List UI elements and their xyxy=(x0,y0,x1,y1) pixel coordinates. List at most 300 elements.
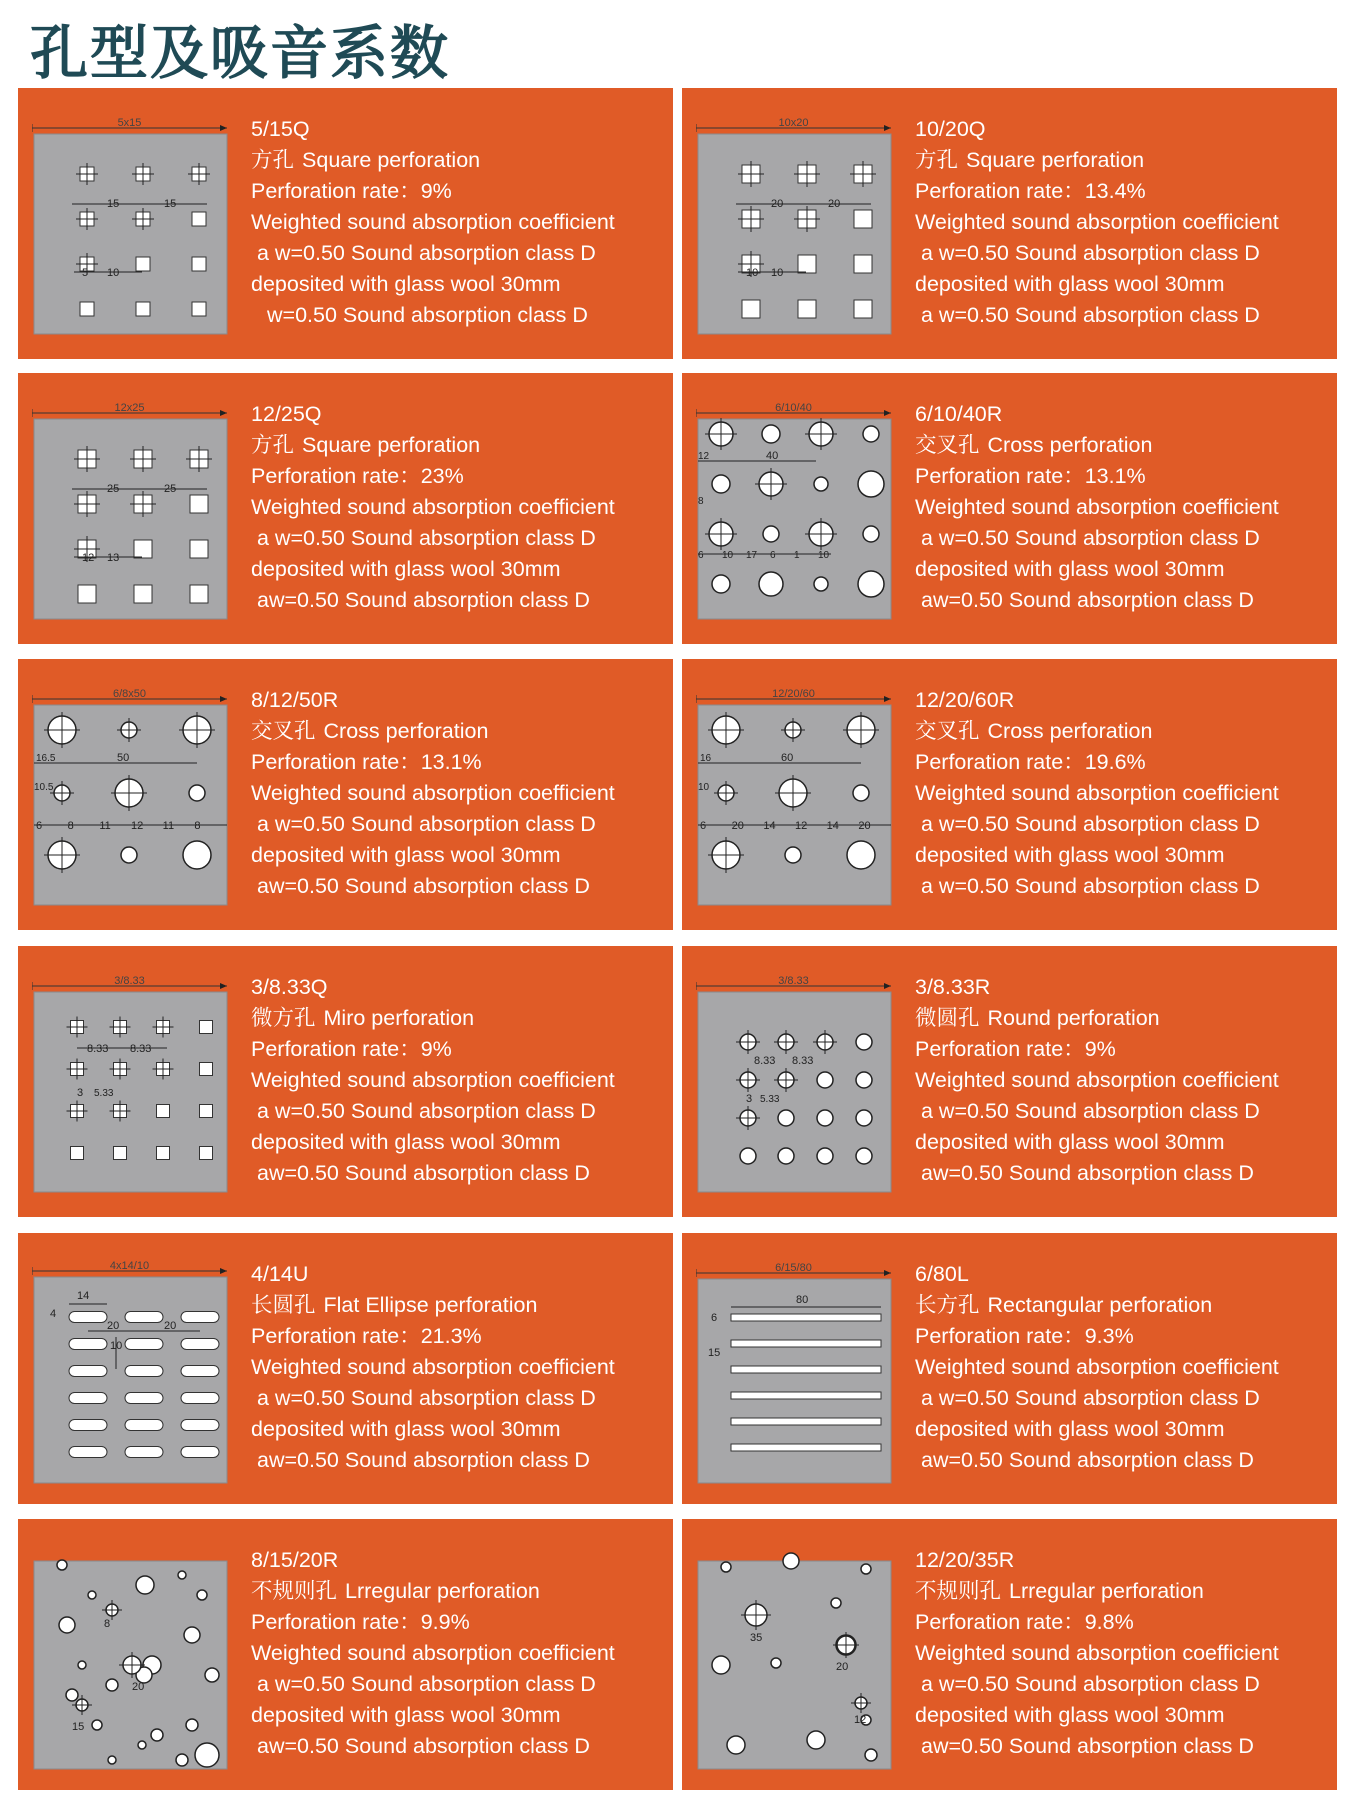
round-hole xyxy=(783,1553,799,1569)
dimension-label: 80 xyxy=(796,1294,809,1306)
square-hole xyxy=(742,300,760,318)
rate-value: 9% xyxy=(420,1037,452,1061)
perforation-rate xyxy=(915,747,1325,778)
square-hole xyxy=(798,255,816,273)
dimension-label: 3/8.33 xyxy=(778,975,809,987)
dimension-label: 20 xyxy=(731,820,744,832)
absorption-class-glass: a w=0.50 Sound absorption class D xyxy=(921,303,1260,327)
perforation-specs xyxy=(251,972,661,1189)
glass-wool-label: deposited with glass wool 30mm xyxy=(915,557,1225,581)
perforation-card xyxy=(18,373,673,644)
absorption-class: a w=0.50 Sound absorption class D xyxy=(921,1099,1260,1123)
rate-value: 13.1% xyxy=(420,750,482,774)
square-hole xyxy=(854,210,872,228)
perforation-diagram xyxy=(696,399,906,627)
perforation-diagram-svg xyxy=(32,972,242,1200)
perforation-code: 12/20/35R xyxy=(915,1548,1015,1572)
perforation-code: 4/14U xyxy=(251,1262,309,1286)
perforation-type xyxy=(915,1003,1325,1034)
round-hole xyxy=(865,1749,877,1761)
rate-label: Perforation rate： xyxy=(915,1610,1085,1634)
absorption-class-glass: aw=0.50 Sound absorption class D xyxy=(257,1161,590,1185)
perforation-type xyxy=(915,1290,1325,1321)
type-cn: 方孔 xyxy=(915,148,959,172)
perforation-type xyxy=(915,145,1325,176)
slot-hole xyxy=(125,1393,163,1404)
dimension-label: 12/20/60 xyxy=(772,688,815,700)
square-hole xyxy=(190,540,208,558)
perforation-code: 3/8.33R xyxy=(915,975,991,999)
square-hole xyxy=(157,1105,170,1118)
square-hole xyxy=(192,257,206,271)
square-hole xyxy=(134,540,152,558)
absorption-class: a w=0.50 Sound absorption class D xyxy=(257,526,596,550)
type-cn: 微方孔 xyxy=(251,1006,316,1030)
dimension-label: 8 xyxy=(194,820,201,832)
dimension-label: 6/10/40 xyxy=(775,402,812,414)
perforation-diagram xyxy=(696,1545,906,1773)
dimension-label: 10.5 xyxy=(34,782,54,793)
type-en: Miro perforation xyxy=(323,1006,475,1030)
dimension-label: 5 xyxy=(82,267,89,279)
perforation-specs xyxy=(915,1259,1325,1476)
dimension-label: 4x14/10 xyxy=(109,1260,150,1272)
absorption-class: a w=0.50 Sound absorption class D xyxy=(921,1386,1260,1410)
dimension-label: 5x15 xyxy=(117,117,142,129)
perforation-rate xyxy=(251,461,661,492)
dimension-label: 12 xyxy=(854,1714,867,1726)
round-hole xyxy=(712,1656,730,1674)
rate-value: 9.3% xyxy=(1084,1324,1134,1348)
perforation-rate xyxy=(251,1321,661,1352)
absorption-class-glass: aw=0.50 Sound absorption class D xyxy=(257,874,590,898)
square-hole xyxy=(798,300,816,318)
dimension-label: 25 xyxy=(107,483,120,495)
round-hole xyxy=(759,572,783,596)
perforation-specs xyxy=(915,972,1325,1189)
square-hole xyxy=(190,585,208,603)
glass-wool-label: deposited with glass wool 30mm xyxy=(251,843,561,867)
rect-hole xyxy=(731,1340,881,1347)
round-hole xyxy=(178,1571,186,1579)
perforation-card xyxy=(682,1519,1337,1790)
round-hole xyxy=(817,1072,833,1088)
round-hole xyxy=(189,785,205,801)
weighted-label: Weighted sound absorption coefficient xyxy=(251,1068,615,1092)
dimension-label: 16.5 xyxy=(36,753,56,764)
square-hole xyxy=(71,1147,84,1160)
round-hole xyxy=(66,1689,78,1701)
type-en: Cross perforation xyxy=(323,719,489,743)
square-hole xyxy=(854,255,872,273)
round-hole xyxy=(138,1741,146,1749)
type-cn: 长方孔 xyxy=(915,1293,980,1317)
absorption-class-glass: aw=0.50 Sound absorption class D xyxy=(921,1734,1254,1758)
type-en: Flat Ellipse perforation xyxy=(323,1293,538,1317)
perforation-card xyxy=(682,1233,1337,1504)
round-hole xyxy=(817,1110,833,1126)
absorption-class-glass: a w=0.50 Sound absorption class D xyxy=(921,874,1260,898)
rate-value: 23% xyxy=(420,464,464,488)
dimension-label: 12 xyxy=(698,451,710,462)
dimension-label: 6 xyxy=(770,550,776,561)
rate-label: Perforation rate： xyxy=(915,750,1085,774)
absorption-class-glass: aw=0.50 Sound absorption class D xyxy=(257,1734,590,1758)
perforation-card xyxy=(682,373,1337,644)
type-cn: 不规则孔 xyxy=(915,1579,1002,1603)
type-en: Square perforation xyxy=(302,433,481,457)
perforation-card xyxy=(18,88,673,359)
square-hole xyxy=(114,1147,127,1160)
type-en: Cross perforation xyxy=(987,719,1153,743)
slot-hole xyxy=(181,1366,219,1377)
round-hole xyxy=(762,425,780,443)
type-cn: 交叉孔 xyxy=(915,719,980,743)
perforation-code: 8/12/50R xyxy=(251,688,339,712)
arrow-icon xyxy=(220,410,227,416)
round-hole xyxy=(740,1148,756,1164)
dimension-label: 5.33 xyxy=(94,1088,114,1099)
dimension-label: 20 xyxy=(132,1681,145,1693)
weighted-label: Weighted sound absorption coefficient xyxy=(251,495,615,519)
round-hole xyxy=(778,1148,794,1164)
type-cn: 方孔 xyxy=(251,148,295,172)
weighted-label: Weighted sound absorption coefficient xyxy=(251,1641,615,1665)
perforation-diagram-svg xyxy=(696,114,906,342)
dimension-label: 6 xyxy=(711,1312,718,1324)
dimension-label: 20 xyxy=(164,1320,177,1332)
dimension-label: 3/8.33 xyxy=(114,975,145,987)
dimension-label: 15 xyxy=(107,198,120,210)
perforation-type xyxy=(251,430,661,461)
glass-wool-label: deposited with glass wool 30mm xyxy=(915,1130,1225,1154)
perforation-type xyxy=(915,716,1325,747)
round-hole xyxy=(727,1736,745,1754)
round-hole xyxy=(858,571,884,597)
type-cn: 方孔 xyxy=(251,433,295,457)
arrow-icon xyxy=(884,410,891,416)
slot-hole xyxy=(181,1420,219,1431)
dimension-label: 8 xyxy=(67,820,74,832)
perforation-rate xyxy=(915,1321,1325,1352)
type-en: Square perforation xyxy=(302,148,481,172)
perforation-specs xyxy=(915,1545,1325,1762)
type-cn: 交叉孔 xyxy=(251,719,316,743)
perforation-code: 3/8.33Q xyxy=(251,975,328,999)
dimension-label: 17 xyxy=(746,550,758,561)
dimension-label: 5.33 xyxy=(760,1094,780,1105)
type-en: Rectangular perforation xyxy=(987,1293,1213,1317)
square-hole xyxy=(136,302,150,316)
round-hole xyxy=(856,1110,872,1126)
weighted-label: Weighted sound absorption coefficient xyxy=(915,210,1279,234)
round-hole xyxy=(863,526,879,542)
perforation-specs xyxy=(915,114,1325,331)
square-hole xyxy=(192,302,206,316)
weighted-label: Weighted sound absorption coefficient xyxy=(251,210,615,234)
rate-value: 21.3% xyxy=(420,1324,482,1348)
perforated-panel xyxy=(698,1279,891,1483)
glass-wool-label: deposited with glass wool 30mm xyxy=(251,272,561,296)
type-en: Lrregular perforation xyxy=(345,1579,540,1603)
dimension-label: 20 xyxy=(771,198,784,210)
perforation-type xyxy=(251,145,661,176)
perforation-specs xyxy=(251,114,661,331)
dimension-label: 15 xyxy=(72,1721,85,1733)
type-cn: 长圆孔 xyxy=(251,1293,316,1317)
square-hole xyxy=(200,1063,213,1076)
dimension-label: 8.33 xyxy=(130,1043,152,1055)
slot-hole xyxy=(181,1393,219,1404)
round-hole xyxy=(136,1576,154,1594)
round-hole xyxy=(78,1661,86,1669)
dimension-label: 60 xyxy=(781,752,794,764)
perforation-specs xyxy=(915,685,1325,902)
dimension-label: 20 xyxy=(836,1661,849,1673)
round-hole xyxy=(183,841,211,869)
perforation-rate xyxy=(915,1607,1325,1638)
rate-value: 19.6% xyxy=(1084,750,1146,774)
round-hole xyxy=(831,1598,841,1608)
slot-hole xyxy=(69,1339,107,1350)
dimension-label: 10 xyxy=(722,550,734,561)
dimension-label: 3 xyxy=(77,1087,84,1099)
perforation-type xyxy=(915,430,1325,461)
absorption-class-glass: aw=0.50 Sound absorption class D xyxy=(921,1161,1254,1185)
round-hole xyxy=(151,1729,163,1741)
round-hole xyxy=(771,1658,781,1668)
round-hole xyxy=(763,526,779,542)
perforation-diagram xyxy=(32,972,242,1200)
dimension-label: 14 xyxy=(77,1290,90,1302)
square-hole xyxy=(136,257,150,271)
dimension-label: 3 xyxy=(746,1093,753,1105)
dimension-label: 35 xyxy=(750,1632,763,1644)
rate-label: Perforation rate： xyxy=(251,1324,421,1348)
rate-label: Perforation rate： xyxy=(251,1037,421,1061)
dimension-label: 15 xyxy=(708,1347,721,1359)
dimension-label: 6 xyxy=(698,550,704,561)
type-en: Square perforation xyxy=(966,148,1145,172)
arrow-icon xyxy=(220,983,227,989)
perforation-card xyxy=(682,88,1337,359)
round-hole xyxy=(785,847,801,863)
perforation-diagram-svg xyxy=(696,972,906,1200)
dimension-label: 10 xyxy=(818,550,830,561)
square-hole xyxy=(190,495,208,513)
perforation-specs xyxy=(915,399,1325,616)
round-hole xyxy=(92,1720,102,1730)
perforation-rate xyxy=(251,747,661,778)
round-hole xyxy=(856,1072,872,1088)
dimension-label: 10 xyxy=(107,267,120,279)
rate-label: Perforation rate： xyxy=(251,179,421,203)
glass-wool-label: deposited with glass wool 30mm xyxy=(915,272,1225,296)
square-hole xyxy=(200,1105,213,1118)
perforation-card xyxy=(18,1519,673,1790)
slot-hole xyxy=(125,1447,163,1458)
absorption-class: a w=0.50 Sound absorption class D xyxy=(257,241,596,265)
dimension-label: 12x25 xyxy=(114,402,145,414)
perforation-specs xyxy=(251,1259,661,1476)
dimension-label: 10x20 xyxy=(778,117,809,129)
dimension-label: 14 xyxy=(763,820,776,832)
perforation-diagram-svg xyxy=(32,1259,242,1487)
perforation-diagram xyxy=(696,114,906,342)
square-hole xyxy=(200,1021,213,1034)
slot-hole xyxy=(69,1447,107,1458)
round-hole xyxy=(59,1617,75,1633)
perforation-diagram-svg xyxy=(696,685,906,913)
weighted-label: Weighted sound absorption coefficient xyxy=(915,781,1279,805)
round-hole xyxy=(195,1743,219,1767)
perforation-rate xyxy=(915,1034,1325,1065)
round-hole xyxy=(176,1754,188,1766)
dimension-label: 20 xyxy=(828,198,841,210)
dimension-label: 50 xyxy=(117,752,130,764)
perforation-diagram-svg xyxy=(32,114,242,342)
slot-hole xyxy=(181,1339,219,1350)
glass-wool-label: deposited with glass wool 30mm xyxy=(915,1417,1225,1441)
dimension-label: 10 xyxy=(746,267,759,279)
perforation-diagram-svg xyxy=(696,1259,906,1487)
perforation-type xyxy=(251,1576,661,1607)
slot-hole xyxy=(69,1393,107,1404)
perforation-diagram xyxy=(32,685,242,913)
round-hole xyxy=(721,1562,731,1572)
perforation-code: 12/20/60R xyxy=(915,688,1015,712)
slot-hole xyxy=(69,1366,107,1377)
glass-wool-label: deposited with glass wool 30mm xyxy=(251,1130,561,1154)
slot-hole xyxy=(125,1312,163,1323)
round-hole xyxy=(861,1564,871,1574)
square-hole xyxy=(200,1147,213,1160)
dimension-label: 13 xyxy=(107,552,120,564)
square-hole xyxy=(192,212,206,226)
perforation-specs xyxy=(251,685,661,902)
rect-hole xyxy=(731,1392,881,1399)
perforation-specs xyxy=(251,399,661,616)
absorption-class: a w=0.50 Sound absorption class D xyxy=(257,1099,596,1123)
arrow-icon xyxy=(884,1270,891,1276)
round-hole xyxy=(817,1148,833,1164)
perforation-diagram xyxy=(696,685,906,913)
perforation-diagram xyxy=(32,1259,242,1487)
perforation-card xyxy=(682,946,1337,1217)
arrow-icon xyxy=(220,125,227,131)
dimension-label: 40 xyxy=(766,450,779,462)
round-hole xyxy=(856,1034,872,1050)
rate-value: 9% xyxy=(420,179,452,203)
perforation-rate xyxy=(251,176,661,207)
round-hole xyxy=(186,1719,198,1731)
dimension-label: 20 xyxy=(858,820,871,832)
rect-hole xyxy=(731,1366,881,1373)
perforation-diagram-svg xyxy=(32,1545,242,1773)
perforation-type xyxy=(915,1576,1325,1607)
perforated-panel xyxy=(34,992,227,1192)
absorption-class-glass: aw=0.50 Sound absorption class D xyxy=(257,1448,590,1472)
dimension-label: 6/8x50 xyxy=(112,688,147,700)
dimension-label: 8 xyxy=(698,496,704,507)
rate-label: Perforation rate： xyxy=(251,1610,421,1634)
round-hole xyxy=(57,1560,67,1570)
round-hole xyxy=(108,1756,116,1764)
absorption-class: a w=0.50 Sound absorption class D xyxy=(921,241,1260,265)
rate-label: Perforation rate： xyxy=(251,750,421,774)
dimension-label: 10 xyxy=(110,1340,123,1352)
perforation-diagram-svg xyxy=(32,399,242,627)
rate-label: Perforation rate： xyxy=(915,179,1085,203)
square-hole xyxy=(134,585,152,603)
perforation-type xyxy=(251,1003,661,1034)
perforation-rate xyxy=(915,461,1325,492)
dimension-label: 25 xyxy=(164,483,177,495)
type-en: Cross perforation xyxy=(987,433,1153,457)
perforation-diagram xyxy=(32,399,242,627)
absorption-class-glass: w=0.50 Sound absorption class D xyxy=(267,303,588,327)
dimension-label: 1 xyxy=(794,550,800,561)
rect-hole xyxy=(731,1314,881,1321)
perforation-code: 8/15/20R xyxy=(251,1548,339,1572)
slot-hole xyxy=(125,1339,163,1350)
weighted-label: Weighted sound absorption coefficient xyxy=(251,1355,615,1379)
type-cn: 交叉孔 xyxy=(915,433,980,457)
dimension-label: 12 xyxy=(795,820,808,832)
rate-value: 9.8% xyxy=(1084,1610,1134,1634)
round-hole xyxy=(853,785,869,801)
perforation-card xyxy=(18,946,673,1217)
arrow-icon xyxy=(884,696,891,702)
page-title: 孔型及吸音系数 xyxy=(30,19,451,87)
rate-label: Perforation rate： xyxy=(915,1037,1085,1061)
dimension-label: 11 xyxy=(162,820,175,832)
dimension-label: 11 xyxy=(99,820,111,832)
type-en: Round perforation xyxy=(987,1006,1160,1030)
rate-label: Perforation rate： xyxy=(251,464,421,488)
dimension-label: 20 xyxy=(107,1320,120,1332)
dimension-label: 8.33 xyxy=(792,1055,814,1067)
dimension-label: 6 xyxy=(36,820,43,832)
rect-hole xyxy=(731,1444,881,1451)
round-hole xyxy=(863,426,879,442)
perforation-diagram xyxy=(32,114,242,342)
glass-wool-label: deposited with glass wool 30mm xyxy=(251,1703,561,1727)
perforation-code: 12/25Q xyxy=(251,402,322,426)
perforation-diagram xyxy=(696,972,906,1200)
type-en: Lrregular perforation xyxy=(1009,1579,1204,1603)
round-hole xyxy=(197,1590,207,1600)
rate-value: 9.9% xyxy=(420,1610,470,1634)
arrow-icon xyxy=(220,696,227,702)
dimension-label: 6 xyxy=(700,820,707,832)
dimension-label: 8.33 xyxy=(754,1055,776,1067)
perforation-diagram-svg xyxy=(32,685,242,913)
arrow-icon xyxy=(220,1268,227,1274)
perforation-code: 6/80L xyxy=(915,1262,969,1286)
weighted-label: Weighted sound absorption coefficient xyxy=(251,781,615,805)
dimension-label: 12 xyxy=(82,552,95,564)
round-hole xyxy=(847,841,875,869)
round-hole xyxy=(778,1110,794,1126)
square-hole xyxy=(854,300,872,318)
dimension-label: 6/15/80 xyxy=(775,1262,812,1274)
slot-hole xyxy=(125,1366,163,1377)
perforation-card xyxy=(18,1233,673,1504)
round-hole xyxy=(858,471,884,497)
round-hole xyxy=(814,477,828,491)
weighted-label: Weighted sound absorption coefficient xyxy=(915,1355,1279,1379)
